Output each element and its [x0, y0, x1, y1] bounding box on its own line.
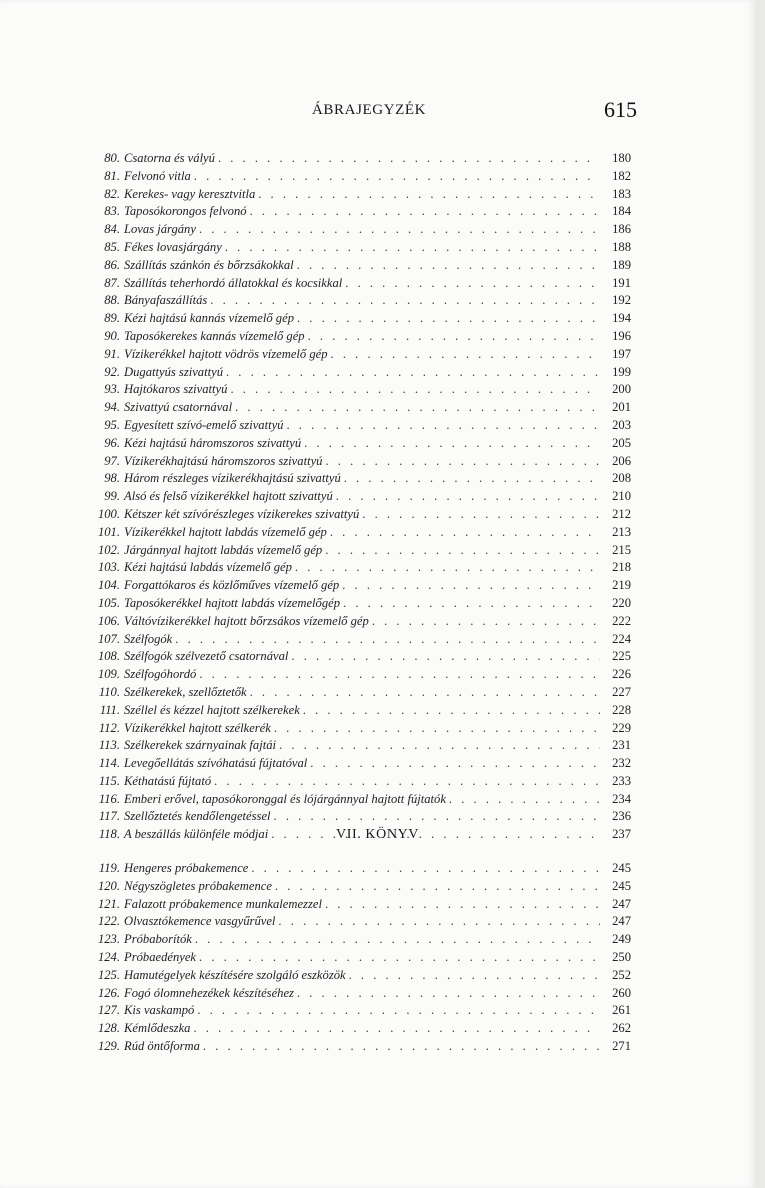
dot-leader	[342, 577, 600, 595]
dot-leader	[199, 666, 600, 684]
figure-title: Szállítás szánkón és bőrzsákokkal	[124, 257, 294, 272]
dot-leader	[274, 720, 600, 738]
figure-entry	[82, 542, 631, 560]
figure-page-number: 194	[612, 311, 631, 326]
figure-number: 122.	[97, 914, 120, 929]
figure-page-number: 236	[612, 809, 631, 824]
figure-page-number: 215	[612, 542, 631, 557]
figure-number: 104.	[97, 578, 120, 593]
figure-entry	[82, 931, 631, 949]
figure-entry	[82, 860, 631, 878]
dot-leader	[279, 737, 600, 755]
figure-page-number: 231	[612, 738, 631, 753]
figure-number: 119.	[98, 861, 120, 875]
figure-page-number: 199	[612, 364, 631, 379]
figure-number: 83.	[104, 204, 120, 219]
figure-entry	[82, 684, 631, 702]
figure-number: 103.	[97, 560, 120, 575]
figure-entry	[82, 310, 631, 328]
figure-number: 129.	[97, 1038, 120, 1053]
figure-number: 107.	[97, 631, 120, 646]
figure-number: 114.	[98, 756, 120, 771]
figure-number: 80.	[104, 151, 120, 165]
figure-page-number: 262	[612, 1021, 631, 1036]
figure-entry	[82, 1020, 631, 1038]
figure-entry	[82, 203, 631, 221]
figure-page-number: 271	[612, 1038, 631, 1053]
dot-leader	[295, 559, 600, 577]
figure-entry	[82, 577, 631, 595]
dot-leader	[193, 1020, 600, 1038]
figure-page-number: 220	[612, 595, 631, 610]
dot-leader	[344, 470, 600, 488]
figure-page-number: 184	[612, 204, 631, 219]
figure-number: 121.	[97, 896, 120, 911]
figure-entry	[82, 417, 631, 435]
figure-entry	[82, 381, 631, 399]
figure-page-number: 212	[612, 506, 631, 521]
dot-leader	[303, 702, 600, 720]
figure-title: Kis vaskampó	[124, 1003, 195, 1018]
figure-title: Szállítás teherhordó állatokkal és kocsikkal	[124, 275, 343, 290]
figure-title: Alsó és felső vízikerékkel hajtott szivattyú	[124, 489, 333, 504]
figure-page-number: 225	[612, 649, 631, 664]
dot-leader	[325, 896, 600, 914]
figure-entry	[82, 755, 631, 773]
figure-page-number: 183	[612, 186, 631, 201]
dot-leader	[297, 985, 600, 1003]
figure-entry	[82, 470, 631, 488]
dot-leader	[331, 346, 600, 364]
figure-page-number: 180	[612, 151, 631, 165]
figure-title: Vízikerékkel hajtott labdás vízemelő gép	[124, 524, 327, 539]
figure-page-number: 233	[612, 773, 631, 788]
figure-entry	[82, 808, 631, 826]
figure-title: Három részleges vízikerékhajtású szivattyú	[124, 471, 341, 486]
figure-entry	[82, 1002, 631, 1020]
figure-number: 98.	[104, 471, 120, 486]
figure-page-number: 197	[612, 346, 631, 361]
figure-entry	[82, 878, 631, 896]
figure-page-number: 227	[612, 684, 631, 699]
dot-leader	[291, 648, 600, 666]
figure-number: 102.	[97, 542, 120, 557]
figure-list-book-vii	[82, 860, 631, 1056]
figure-entry	[82, 791, 631, 809]
dot-leader	[250, 203, 600, 221]
figure-entry	[82, 896, 631, 914]
figure-entry	[82, 435, 631, 453]
dot-leader	[362, 506, 600, 524]
figure-number: 125.	[97, 967, 120, 982]
dot-leader	[449, 791, 600, 809]
figure-title: Fogó ólomnehezékek készítéséhez	[124, 985, 294, 1000]
figure-entry	[82, 559, 631, 577]
dot-leader	[345, 275, 600, 293]
figure-page-number: 188	[612, 239, 631, 254]
figure-page-number: 206	[612, 453, 631, 468]
figure-page-number: 203	[612, 417, 631, 432]
figure-number: 116.	[98, 791, 120, 806]
figure-entry	[82, 702, 631, 720]
figure-page-number: 200	[612, 382, 631, 397]
figure-number: 128.	[97, 1021, 120, 1036]
dot-leader	[297, 310, 600, 328]
dot-leader	[225, 239, 600, 257]
figure-entry	[82, 666, 631, 684]
dot-leader	[226, 364, 600, 382]
figure-entry	[82, 186, 631, 204]
figure-title: Szélfogók	[124, 631, 173, 646]
figure-title: Lovas járgány	[124, 222, 196, 237]
dot-leader	[343, 595, 600, 613]
figure-entry	[82, 292, 631, 310]
figure-page-number: 260	[612, 985, 631, 1000]
section-heading: VII. KÖNYV	[336, 827, 419, 842]
figure-title: Próbaedények	[124, 949, 197, 964]
figure-page-number: 247	[612, 896, 631, 911]
dot-leader	[199, 949, 600, 967]
figure-entry	[82, 1038, 631, 1056]
figure-number: 112.	[98, 720, 120, 735]
dot-leader	[214, 773, 600, 791]
figure-number: 108.	[97, 649, 120, 664]
figure-entry	[82, 346, 631, 364]
figure-page-number: 250	[612, 949, 631, 964]
figure-title: Rúd öntőforma	[124, 1038, 200, 1053]
figure-page-number: 234	[612, 791, 631, 806]
dot-leader	[308, 328, 600, 346]
figure-page-number: 218	[612, 560, 631, 575]
figure-number: 127.	[97, 1003, 120, 1018]
figure-entry	[82, 150, 631, 168]
figure-title: Hajtókaros szivattyú	[124, 382, 228, 397]
figure-title: Járgánnyal hajtott labdás vízemelő gép	[124, 542, 323, 557]
page-number: 615	[604, 97, 637, 122]
figure-number: 82.	[104, 186, 120, 201]
figure-number: 95.	[104, 417, 120, 432]
dot-leader	[250, 684, 600, 702]
figure-entry	[82, 949, 631, 967]
figure-title: Olvasztókemence vasgyűrűvel	[124, 914, 276, 929]
dot-leader	[274, 808, 600, 826]
figure-number: 105.	[97, 595, 120, 610]
dot-leader	[194, 168, 600, 186]
figure-title: Kézi hajtású háromszoros szivattyú	[124, 435, 302, 450]
figure-title: Taposókerékkel hajtott labdás vízemelőgép	[124, 595, 341, 610]
dot-leader	[210, 292, 600, 310]
figure-number: 123.	[97, 932, 120, 947]
dot-leader	[275, 878, 600, 896]
dot-leader	[175, 631, 600, 649]
figure-number: 120.	[97, 878, 120, 893]
figure-list	[82, 150, 631, 844]
dot-leader	[349, 967, 600, 985]
figure-number: 87.	[104, 275, 120, 290]
figure-title: Szélkerekek, szellőztetők	[124, 684, 247, 699]
dot-leader	[197, 1002, 600, 1020]
figure-page-number: 192	[612, 293, 631, 308]
figure-title: Emberi erővel, taposókoronggal és lójárgánnyal hajtott fújtatók	[124, 791, 446, 806]
figure-number: 97.	[104, 453, 120, 468]
figure-number: 100.	[97, 506, 120, 521]
figure-page-number: 245	[612, 861, 631, 875]
figure-number: 93.	[104, 382, 120, 397]
figure-entry	[82, 488, 631, 506]
figure-entry	[82, 720, 631, 738]
figure-title: Hamutégelyek készítésére szolgáló eszközök	[124, 967, 346, 982]
figure-page-number: 201	[612, 400, 631, 415]
figure-title: Hengeres próbakemence	[124, 861, 249, 875]
dot-leader	[286, 417, 600, 435]
figure-page-number: 237	[612, 827, 631, 842]
figure-number: 118.	[98, 827, 120, 842]
figure-number: 117.	[98, 809, 120, 824]
figure-title: Kémlődeszka	[124, 1021, 191, 1036]
figure-entry	[82, 913, 631, 931]
figure-title: Szivattyú csatornával	[124, 400, 233, 415]
figure-title: Szélfogók szélvezető csatornával	[124, 649, 289, 664]
figure-page-number: 249	[612, 932, 631, 947]
figure-number: 94.	[104, 400, 120, 415]
figure-page-number: 208	[612, 471, 631, 486]
dot-leader	[199, 221, 600, 239]
figure-title: Kézi hajtású labdás vízemelő gép	[124, 560, 292, 575]
figure-entry	[82, 168, 631, 186]
dot-leader	[251, 860, 600, 878]
figure-entry	[82, 631, 631, 649]
figure-entry	[82, 399, 631, 417]
dot-leader	[235, 399, 600, 417]
figure-entry	[82, 967, 631, 985]
figure-title: Kézi hajtású kannás vízemelő gép	[124, 311, 294, 326]
figure-title: Vízikerékkel hajtott vödrös vízemelő gép	[124, 346, 328, 361]
figure-number: 115.	[98, 773, 120, 788]
figure-page-number: 247	[612, 914, 631, 929]
figure-title: Taposókorongos felvonó	[124, 204, 247, 219]
figure-number: 124.	[97, 949, 120, 964]
dot-leader	[325, 453, 600, 471]
figure-number: 90.	[104, 328, 120, 343]
figure-entry	[82, 257, 631, 275]
dot-leader	[372, 613, 600, 631]
figure-page-number: 205	[612, 435, 631, 450]
figure-title: Váltóvízikerékkel hajtott bőrzsákos vízemelő gép	[124, 613, 369, 628]
figure-title: Fékes lovasjárgány	[124, 239, 222, 254]
figure-page-number: 245	[612, 878, 631, 893]
dot-leader	[325, 542, 600, 560]
figure-page-number: 191	[612, 275, 631, 290]
figure-number: 113.	[98, 738, 120, 753]
figure-title: Levegőellátás szívóhatású fújtatóval	[124, 756, 308, 771]
figure-entry	[82, 275, 631, 293]
figure-title: Szélfogóhordó	[124, 667, 197, 682]
figure-title: Taposókerekes kannás vízemelő gép	[124, 328, 305, 343]
figure-page-number: 228	[612, 702, 631, 717]
figure-number: 111.	[99, 702, 120, 717]
figure-title: Vízikerékhajtású háromszoros szivattyú	[124, 453, 323, 468]
figure-title: Szélkerekek szárnyainak fajtái	[124, 738, 277, 753]
dot-leader	[195, 931, 600, 949]
figure-entry	[82, 524, 631, 542]
figure-entry	[82, 239, 631, 257]
figure-number: 91.	[104, 346, 120, 361]
figure-entry	[82, 773, 631, 791]
figure-number: 85.	[104, 239, 120, 254]
figure-title: Falazott próbakemence munkalemezzel	[124, 896, 322, 911]
figure-page-number: 226	[612, 667, 631, 682]
dot-leader	[230, 381, 600, 399]
figure-page-number: 186	[612, 222, 631, 237]
figure-number: 106.	[97, 613, 120, 628]
figure-page-number: 196	[612, 328, 631, 343]
figure-title: Négyszögletes próbakemence	[124, 878, 272, 893]
running-title: ÁBRAJEGYZÉK	[312, 102, 427, 118]
dot-leader	[310, 755, 600, 773]
figure-number: 88.	[104, 293, 120, 308]
figure-page-number: 219	[612, 578, 631, 593]
figure-page-number: 261	[612, 1003, 631, 1018]
dot-leader	[297, 257, 600, 275]
figure-page-number: 182	[612, 168, 631, 183]
figure-number: 92.	[104, 364, 120, 379]
figure-title: Kerekes- vagy keresztvitla	[124, 186, 256, 201]
figure-entry	[82, 328, 631, 346]
figure-page-number: 232	[612, 756, 631, 771]
dot-leader	[218, 150, 600, 168]
figure-number: 89.	[104, 311, 120, 326]
figure-entry	[82, 985, 631, 1003]
figure-title: Csatorna és vályú	[124, 151, 215, 165]
figure-number: 99.	[104, 489, 120, 504]
dot-leader	[330, 524, 600, 542]
figure-number: 126.	[97, 985, 120, 1000]
figure-number: 86.	[104, 257, 120, 272]
figure-entry	[82, 737, 631, 755]
figure-title: Felvonó vitla	[124, 168, 191, 183]
figure-page-number: 229	[612, 720, 631, 735]
figure-number: 81.	[104, 168, 120, 183]
figure-page-number: 210	[612, 489, 631, 504]
figure-title: Szellőztetés kendőlengetéssel	[124, 809, 271, 824]
figure-title: Dugattyús szivattyú	[124, 364, 223, 379]
figure-entry	[82, 506, 631, 524]
figure-number: 109.	[97, 667, 120, 682]
dot-leader	[304, 435, 600, 453]
figure-page-number: 252	[612, 967, 631, 982]
figure-title: Bányafaszállítás	[124, 293, 208, 308]
figure-entry	[82, 613, 631, 631]
figure-title: Kéthatású fújtató	[124, 773, 212, 788]
figure-title: A beszállás különféle módjai	[124, 827, 269, 842]
dot-leader	[203, 1038, 600, 1056]
figure-page-number: 222	[612, 613, 631, 628]
figure-entry	[82, 221, 631, 239]
figure-page-number: 189	[612, 257, 631, 272]
figure-entry	[82, 364, 631, 382]
dot-leader	[278, 913, 600, 931]
figure-title: Próbaborítók	[124, 932, 192, 947]
figure-title: Kétszer két szívórészleges vízikerekes szivattyú	[124, 506, 360, 521]
figure-title: Egyesített szívó-emelő szivattyú	[124, 417, 284, 432]
figure-page-number: 213	[612, 524, 631, 539]
dot-leader	[258, 186, 600, 204]
figure-entry	[82, 595, 631, 613]
figure-number: 110.	[98, 684, 120, 699]
figure-number: 96.	[104, 435, 120, 450]
figure-number: 101.	[97, 524, 120, 539]
figure-title: Vízikerékkel hajtott szélkerék	[124, 720, 271, 735]
figure-title: Forgattókaros és közlőműves vízemelő gép	[124, 578, 340, 593]
figure-page-number: 224	[612, 631, 631, 646]
figure-entry	[82, 453, 631, 471]
dot-leader	[336, 488, 600, 506]
figure-entry	[82, 648, 631, 666]
figure-title: Széllel és kézzel hajtott szélkerekek	[124, 702, 300, 717]
figure-number: 84.	[104, 222, 120, 237]
